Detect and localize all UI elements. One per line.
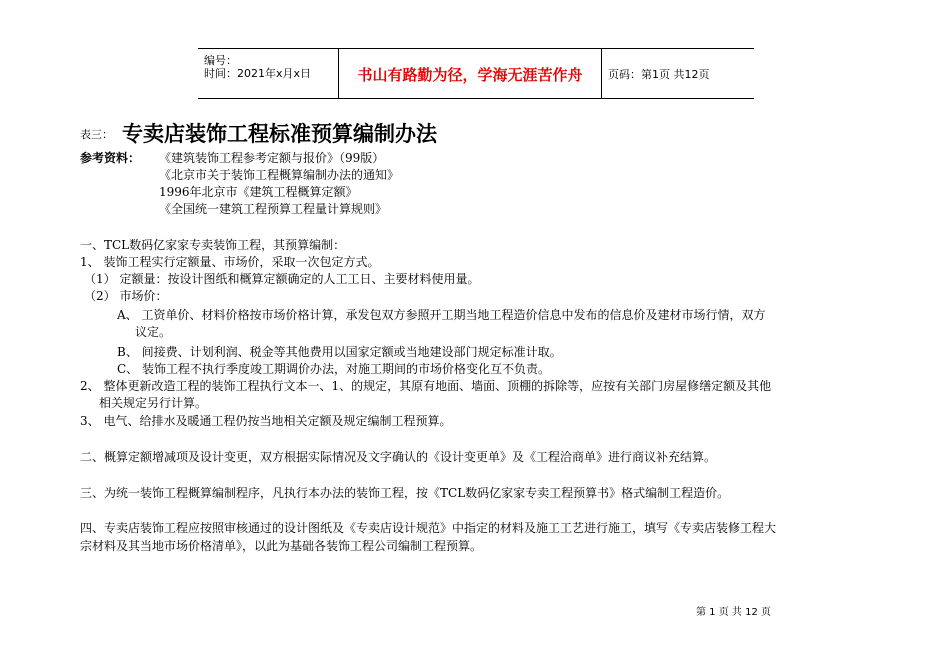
page-label: 页码：第1页 共12页 — [608, 68, 710, 81]
section-3: 三、为统一装饰工程概算编制程序，凡执行本办法的装饰工程，按《TCL数码亿家家专卖工程预算书》格式编制工程造价。 — [80, 486, 730, 500]
section-1-a-line-1: A、 工资单价、材料价格按市场价格计算，承发包双方参照开工期当地工程造价信息中发布的信息价及建材市场行情，双方 — [117, 308, 766, 322]
motto: 书山有路勤为径，学海无涯苦作舟 — [357, 66, 583, 84]
time-label: 时间：2021年x月x日 — [204, 67, 312, 80]
page-footer: 第 1 页 共 12 页 — [696, 607, 771, 618]
section-1-item-2-line-2: 相关规定另行计算。 — [99, 396, 208, 410]
section-4-line-1: 四、专卖店装饰工程应按照审核通过的设计图纸及《专卖店设计规范》中指定的材料及施工工艺进行施工，填写《专卖店装修工程大 — [80, 521, 777, 535]
table-prefix: 表三： — [80, 128, 113, 141]
section-1-b: B、 间接费、计划利润、税金等其他费用以国家定额或当地建设部门规定标准计取。 — [117, 345, 562, 359]
header-cell-left — [198, 49, 338, 98]
section-1-item-3: 3、 电气、给排水及暖通工程仍按当地相关定额及规定编制工程预算。 — [80, 414, 452, 428]
section-1-item-1: 1、 装饰工程实行定额量、市场价，采取一次包定方式。 — [80, 255, 380, 269]
ref-item: 1996年北京市《建筑工程概算定额》 — [159, 185, 358, 199]
ref-item: 《建筑装饰工程参考定额与报价》（99版） — [159, 151, 385, 165]
section-1-a-line-2: 议定。 — [135, 325, 172, 339]
section-1-sub-2: （2） 市场价： — [84, 289, 168, 303]
section-2: 二、概算定额增减项及设计变更，双方根据实际情况及文字确认的《设计变更单》及《工程洽商单》进行商议补充结算。 — [80, 450, 717, 464]
ref-label: 参考资料： — [80, 151, 141, 165]
header-cell-page — [602, 49, 754, 98]
ref-item: 《北京市关于装饰工程概算编制办法的通知》 — [159, 168, 400, 182]
section-4-line-2: 宗材料及其当地市场价格清单》，以此为基础各装饰工程公司编制工程预算。 — [80, 539, 483, 553]
section-1-sub-1: （1） 定额量：按设计图纸和概算定额确定的人工工日、主要材料使用量。 — [84, 272, 480, 286]
header-cell-motto — [338, 49, 602, 98]
ref-item: 《全国统一建筑工程预算工程量计算规则》 — [159, 202, 388, 216]
page-title: 专卖店装饰工程标准预算编制办法 — [122, 122, 437, 146]
number-label: 编号： — [204, 54, 237, 67]
section-1-c: C、 装饰工程不执行季度竣工期调价办法，对施工期间的市场价格变化互不负责。 — [117, 362, 550, 376]
header-table — [198, 48, 754, 99]
section-1-heading: 一、TCL数码亿家家专卖装饰工程，其预算编制： — [80, 238, 346, 252]
section-1-item-2-line-1: 2、 整体更新改造工程的装饰工程执行文本一、1、的规定，其原有地面、墙面、顶棚的拆除等，应按有关部门房屋修缮定额及其他 — [80, 379, 772, 393]
